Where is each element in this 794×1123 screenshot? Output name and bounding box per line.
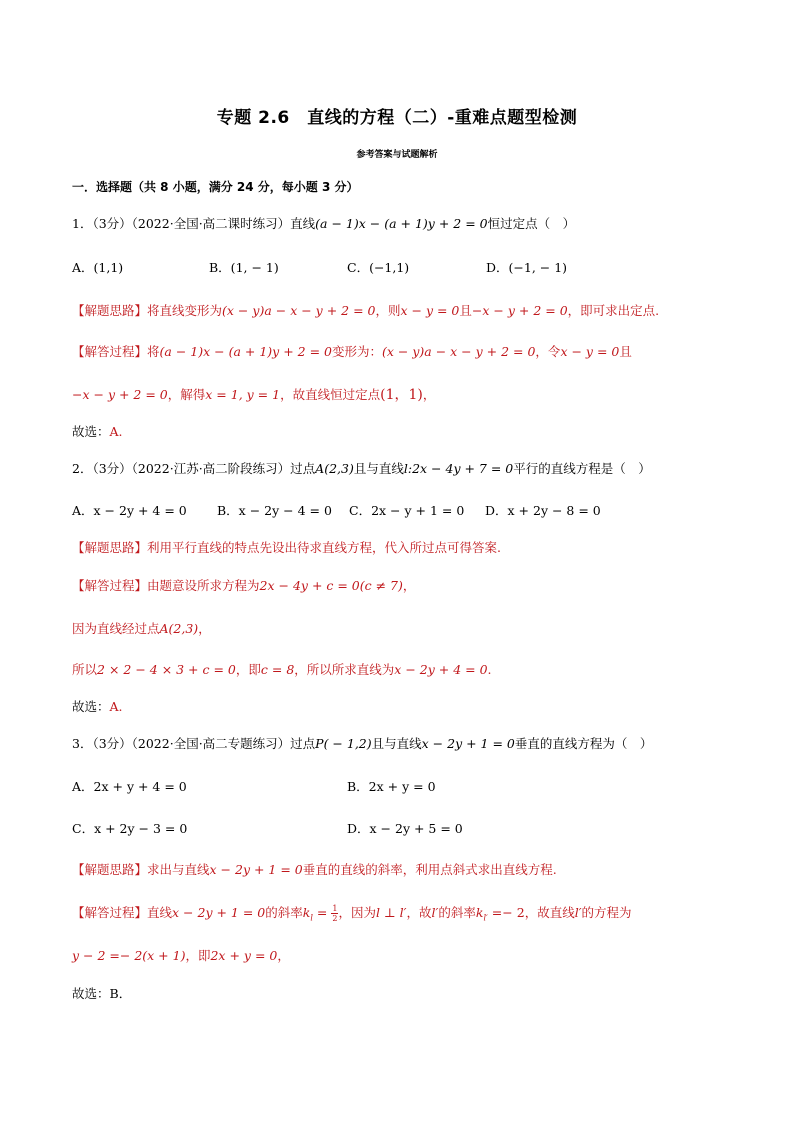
q3-proc-text-c: ，因为 bbox=[338, 905, 376, 920]
page-subtitle: 参考答案与试题解析 bbox=[356, 150, 438, 160]
q2-line3-text-b: ，即 bbox=[235, 662, 261, 677]
q3-line2-math-2: 2x + y = 0 bbox=[210, 948, 278, 963]
q1-stem-prefix: 1．（3分）（2022·全国·高二课时练习）直线 bbox=[72, 216, 316, 231]
q2-line3-math-1: 2 × 2 − 4 × 3 + c = 0 bbox=[97, 662, 236, 677]
q3-stem-mid: 且与直线 bbox=[371, 736, 422, 751]
q2-solution-idea bbox=[72, 538, 501, 556]
q1-idea-text-c: 且 bbox=[459, 303, 472, 318]
q3-answer-value: B． bbox=[109, 986, 132, 1001]
q1-solution-process-cont bbox=[72, 384, 435, 404]
q3-option-a: A．2x + y + 4 = 0 bbox=[72, 779, 187, 794]
q3-option-b: B．2x + y = 0 bbox=[347, 779, 436, 794]
q2-answer bbox=[72, 697, 123, 715]
q2-line3-text-c: ，所以所求直线为 bbox=[294, 662, 395, 677]
q3-solution-idea bbox=[72, 860, 557, 878]
q2-answer-value: A. bbox=[109, 699, 123, 714]
q2-proc-tag: 【解答过程】 bbox=[72, 578, 148, 593]
q1-proc-tag: 【解答过程】 bbox=[72, 344, 148, 359]
q1-proc-math-1: (a − 1)x − (a + 1)y + 2 = 0 bbox=[159, 344, 332, 359]
q3-line2-math-1: y − 2 =− 2(x + 1) bbox=[72, 948, 186, 963]
q3-proc-text-f: ，故直线 bbox=[524, 905, 575, 920]
q3-proc-text-d: ，故 bbox=[406, 905, 432, 920]
q1-idea-text-d: ，即可求出定点. bbox=[567, 303, 660, 318]
q3-proc-fraction-den: 2 bbox=[332, 914, 338, 923]
section-heading: 一．选择题（共 8 小题，满分 24 分，每小题 3 分） bbox=[72, 180, 359, 194]
q3-answer-label: 故选： bbox=[72, 986, 110, 1001]
q2-line2-text-a: 因为直线经过点 bbox=[72, 621, 160, 636]
q3-proc-text-b: 的斜率 bbox=[265, 905, 303, 920]
q2-idea-tag: 【解题思路】 bbox=[72, 540, 148, 555]
q3-proc-equals: = bbox=[312, 905, 332, 920]
q3-idea-text-b: 垂直的直线的斜率，利用点斜式求出直线方程. bbox=[302, 862, 557, 877]
q1-stem-suffix: 恒过定点（ ） bbox=[487, 216, 576, 231]
q2-line2-math: A(2,3) bbox=[159, 621, 199, 636]
q2-option-c: C．2x − y + 1 = 0 bbox=[349, 503, 465, 518]
q3-process-line-2 bbox=[72, 946, 290, 964]
q3-idea-tag: 【解题思路】 bbox=[72, 862, 148, 877]
q1-option-b: B．(1, − 1) bbox=[209, 260, 279, 275]
q1-idea-text-b: ，则 bbox=[375, 303, 401, 318]
q1-option-c: C．(−1,1) bbox=[347, 260, 410, 275]
q1-idea-math-2: x − y = 0 bbox=[400, 303, 460, 318]
q3-solution-process bbox=[72, 903, 632, 923]
q1-answer-value: A. bbox=[109, 424, 123, 439]
q2-line2-text-b: ， bbox=[198, 621, 211, 636]
q3-proc-slope-k: k bbox=[302, 905, 311, 920]
q3-stem-math-1: P( − 1,2) bbox=[315, 736, 372, 751]
q3-proc-math-3: l′ bbox=[431, 905, 439, 920]
q3-stem-prefix: 3．（3分）（2022·全国·高二专题练习）过点 bbox=[72, 736, 316, 751]
q2-option-b: B．x − 2y − 4 = 0 bbox=[217, 503, 332, 518]
q1-proc2-math-3: (1，1) bbox=[380, 387, 423, 403]
q1-idea-text-a: 将直线变形为 bbox=[147, 303, 223, 318]
q1-option-a: A．(1,1) bbox=[72, 260, 124, 275]
q3-answer bbox=[72, 984, 131, 1002]
q3-idea-math: x − 2y + 1 = 0 bbox=[209, 862, 303, 877]
q1-stem-math: (a − 1)x − (a + 1)y + 2 = 0 bbox=[315, 216, 488, 231]
q1-idea-math-3: −x − y + 2 = 0 bbox=[471, 303, 568, 318]
q3-proc-text-g: 的方程为 bbox=[581, 905, 632, 920]
q1-proc2-text-a: ，解得 bbox=[167, 387, 206, 402]
q1-proc-math-3: x − y = 0 bbox=[560, 344, 620, 359]
q2-stem-suffix: 平行的直线方程是（ ） bbox=[513, 461, 651, 476]
q1-proc-text-c: ，令 bbox=[535, 344, 561, 359]
q3-line2-text-a: ，即 bbox=[185, 948, 211, 963]
q3-proc-math-4-val: =− 2 bbox=[487, 905, 525, 920]
q1-option-d: D．(−1, − 1) bbox=[486, 260, 568, 275]
q1-idea-tag: 【解题思路】 bbox=[72, 303, 148, 318]
q1-answer-label: 故选： bbox=[72, 424, 110, 439]
q2-proc-text-b: ， bbox=[402, 578, 416, 593]
q3-idea-text-a: 求出与直线 bbox=[147, 862, 210, 877]
q1-answer bbox=[72, 422, 123, 440]
q1-proc2-text-b: ，故直线恒过定点 bbox=[280, 387, 381, 402]
q2-stem-prefix: 2．（3分）（2022·江苏·高二阶段练习）过点 bbox=[72, 461, 316, 476]
q2-stem-mid: 且与直线 bbox=[353, 461, 404, 476]
q2-line3-text-d: . bbox=[487, 662, 492, 677]
q1-proc-math-2: (x − y)a − x − y + 2 = 0 bbox=[381, 344, 536, 359]
q3-option-c: C．x + 2y − 3 = 0 bbox=[72, 821, 188, 836]
q2-proc-text-a: 由题意设所求方程为 bbox=[147, 578, 260, 593]
q1-proc-text-a: 将 bbox=[147, 344, 160, 359]
q2-line3-text-a: 所以 bbox=[72, 662, 98, 677]
q1-stem bbox=[72, 214, 575, 232]
q3-proc-math-1: x − 2y + 1 = 0 bbox=[172, 905, 266, 920]
q1-proc2-math-1: −x − y + 2 = 0 bbox=[72, 387, 168, 402]
q2-line3-math-2: c = 8 bbox=[260, 662, 295, 677]
q3-proc-math-4-sub: l′ bbox=[483, 913, 488, 923]
q2-process-line-2 bbox=[72, 619, 211, 637]
q3-stem-math-2: x − 2y + 1 = 0 bbox=[421, 736, 515, 751]
q2-stem-math-1: A(2,3) bbox=[315, 461, 354, 476]
q1-proc-text-d: 且 bbox=[619, 344, 632, 359]
q3-proc-slope-sub: l bbox=[310, 913, 313, 923]
q1-proc2-text-c: ， bbox=[422, 387, 436, 402]
q2-option-a: A．x − 2y + 4 = 0 bbox=[72, 503, 187, 518]
q3-proc-text-e: 的斜率 bbox=[438, 905, 476, 920]
q2-stem-math-2: l:2x − 4y + 7 = 0 bbox=[403, 461, 514, 476]
q2-answer-label: 故选： bbox=[72, 699, 110, 714]
q3-stem-suffix: 垂直的直线方程为（ ） bbox=[514, 736, 653, 751]
q2-proc-math-1: 2x − 4y + c = 0(c ≠ 7) bbox=[259, 578, 403, 593]
q2-option-d: D．x + 2y − 8 = 0 bbox=[485, 503, 601, 518]
q2-stem bbox=[72, 459, 651, 477]
q1-idea-math-1: (x − y)a − x − y + 2 = 0 bbox=[222, 303, 376, 318]
q3-option-d: D．x − 2y + 5 = 0 bbox=[347, 821, 463, 836]
page-title: 专题 2.6 直线的方程（二）-重难点题型检测 bbox=[216, 108, 578, 128]
q3-line2-text-b: ， bbox=[277, 948, 290, 963]
q2-solution-process bbox=[72, 576, 415, 594]
q2-process-line-3 bbox=[72, 660, 492, 678]
q3-proc-text-a: 直线 bbox=[147, 905, 173, 920]
q1-solution-idea bbox=[72, 301, 659, 319]
q2-idea-text: 利用平行直线的特点先设出待求直线方程，代入所过点可得答案. bbox=[147, 540, 501, 555]
q1-proc-text-b: 变形为： bbox=[331, 344, 382, 359]
q1-proc2-math-2: x = 1, y = 1 bbox=[205, 387, 281, 402]
q3-proc-math-2: l ⊥ l′ bbox=[375, 905, 407, 920]
q3-proc-math-4: k bbox=[475, 905, 484, 920]
q3-proc-fraction-num: 1 bbox=[332, 904, 338, 913]
q3-proc-tag: 【解答过程】 bbox=[72, 905, 148, 920]
q3-proc-math-5: l′ bbox=[574, 905, 582, 920]
q1-solution-process bbox=[72, 342, 632, 360]
q3-stem bbox=[72, 734, 652, 752]
q2-line3-math-3: x − 2y + 4 = 0 bbox=[394, 662, 488, 677]
